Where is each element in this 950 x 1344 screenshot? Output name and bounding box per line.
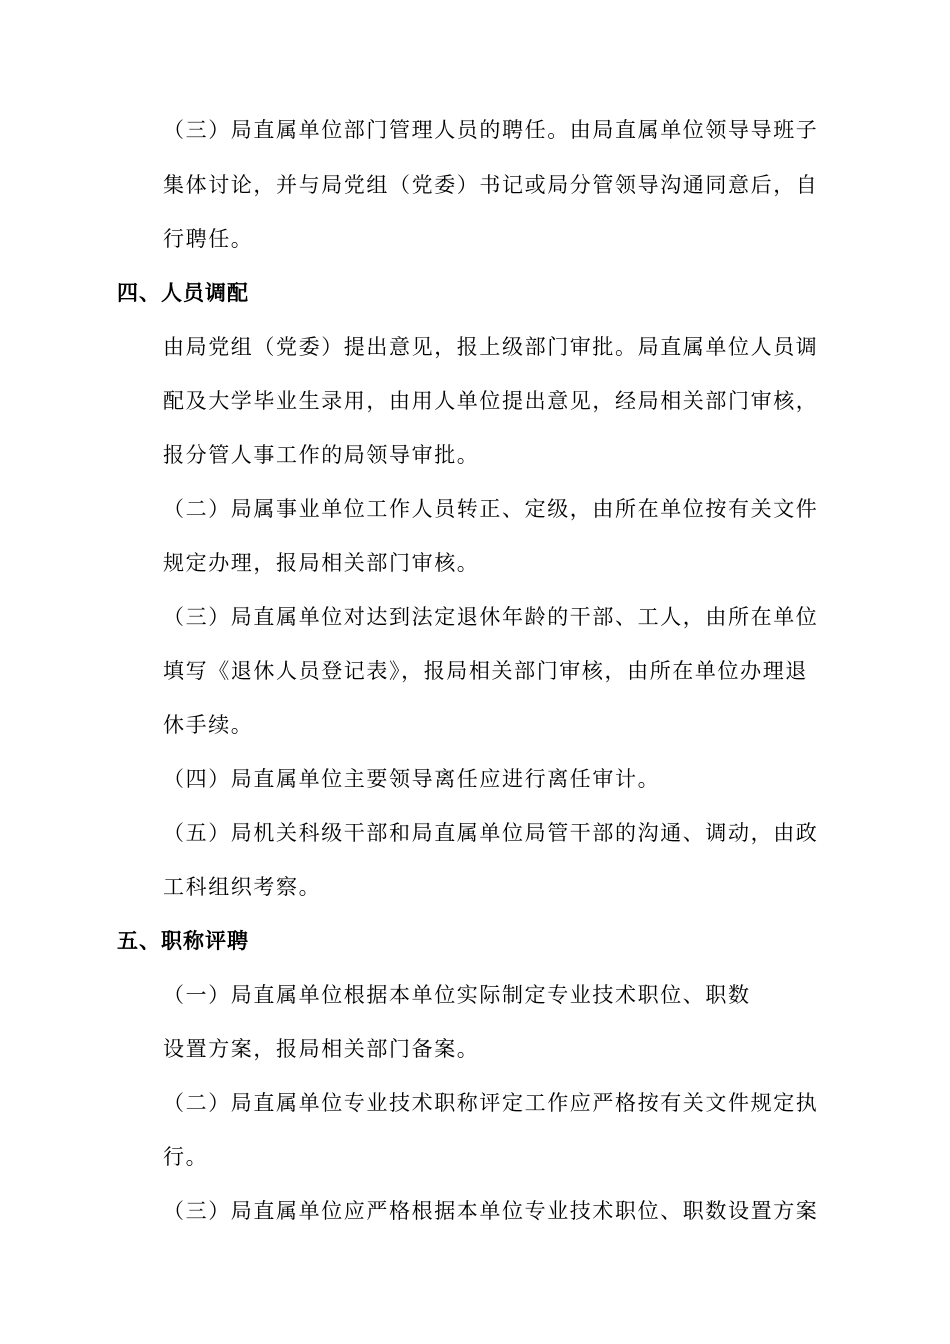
paragraph-line: （二）局直属单位专业技术职称评定工作应严格按有关文件规定执	[163, 1091, 819, 1115]
section-heading-4: 四、人员调配	[117, 280, 249, 305]
paragraph-line: 工科组织考察。	[163, 875, 322, 899]
paragraph-line: 配及大学毕业生录用，由用人单位提出意见，经局相关部门审核，	[163, 389, 819, 413]
paragraph-line: （三）局直属单位对达到法定退休年龄的干部、工人，由所在单位	[163, 605, 819, 629]
paragraph-line: 报分管人事工作的局领导审批。	[163, 443, 480, 467]
section-heading-5: 五、职称评聘	[117, 928, 249, 953]
paragraph-line: （四）局直属单位主要领导离任应进行离任审计。	[163, 767, 661, 791]
paragraph-line: 休手续。	[163, 713, 254, 737]
paragraph-line: 设置方案，报局相关部门备案。	[163, 1037, 480, 1061]
paragraph-line: 行。	[163, 1145, 209, 1169]
paragraph-line: （三）局直属单位部门管理人员的聘任。由局直属单位领导导班子	[163, 118, 819, 142]
paragraph-line: 集体讨论，并与局党组（党委）书记或局分管领导沟通同意后，自	[163, 173, 819, 197]
paragraph-line: （二）局属事业单位工作人员转正、定级，由所在单位按有关文件	[163, 497, 819, 521]
paragraph-line: 行聘任。	[163, 227, 254, 251]
paragraph-line: （一）局直属单位根据本单位实际制定专业技术职位、职数	[163, 983, 751, 1007]
paragraph-line: （五）局机关科级干部和局直属单位局管干部的沟通、调动，由政	[163, 821, 819, 845]
paragraph-line: （三）局直属单位应严格根据本单位专业技术职位、职数设置方案	[163, 1199, 819, 1223]
paragraph-line: 由局党组（党委）提出意见，报上级部门审批。局直属单位人员调	[163, 335, 819, 359]
paragraph-line: 填写《退休人员登记表》，报局相关部门审核，由所在单位办理退	[163, 659, 808, 683]
paragraph-line: 规定办理，报局相关部门审核。	[163, 551, 480, 575]
